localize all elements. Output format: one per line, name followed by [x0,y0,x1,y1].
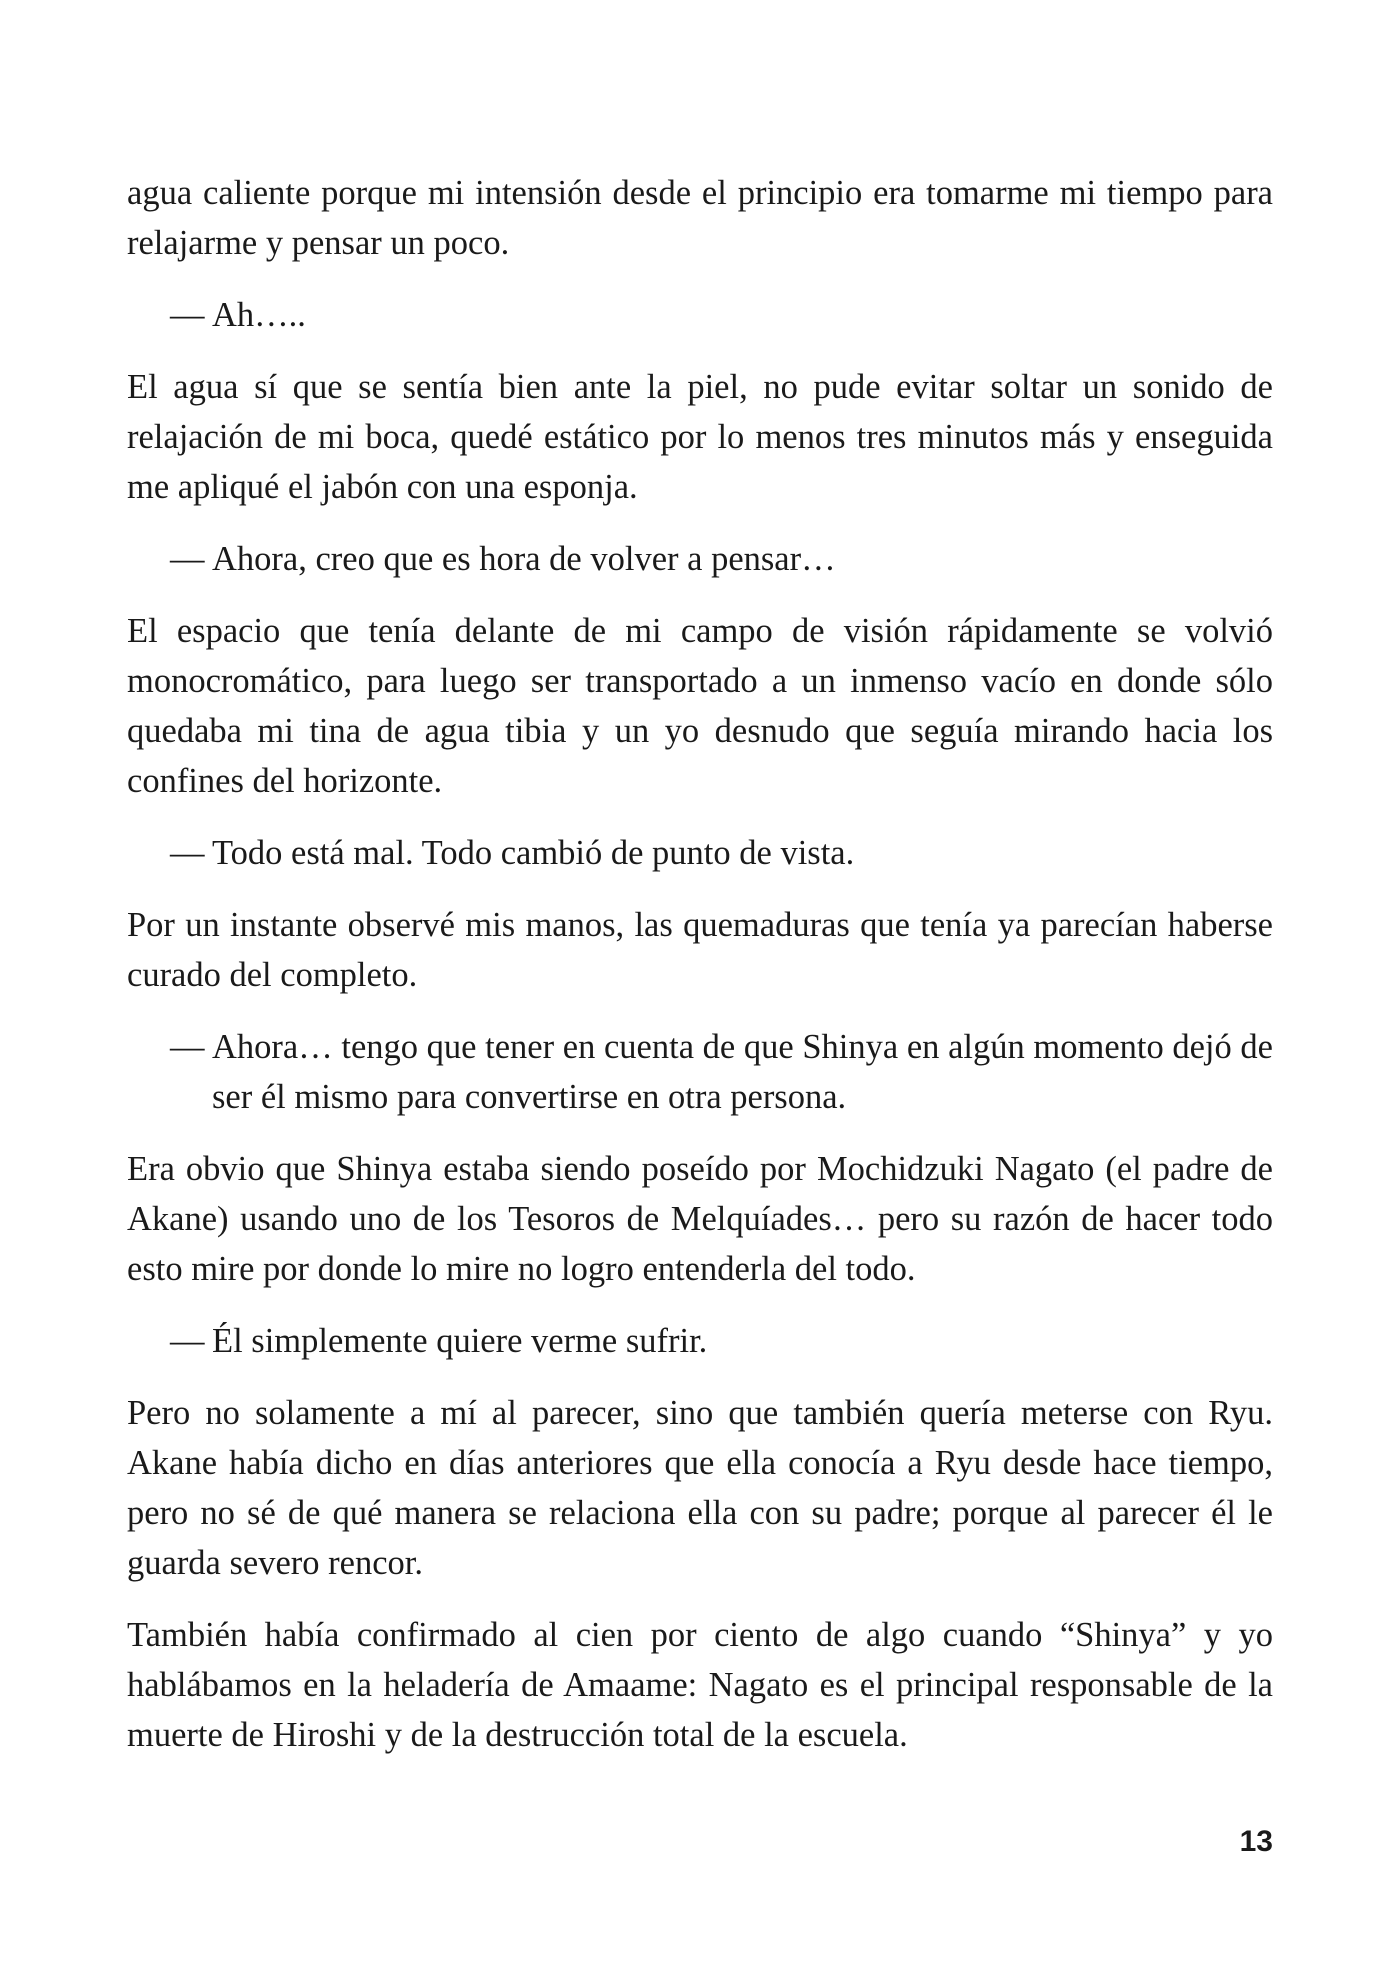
dialogue-line [170,1316,1273,1366]
em-dash: — [170,1028,205,1066]
paragraph: El agua sí que se sentía bien ante la piel, no pude evitar soltar un sonido de relajación de mi boca, quedé estático por lo menos tres minutos más y enseguida me apliqué el jabón con una esponja. [127,368,1273,506]
paragraph: agua caliente porque mi intensión desde el principio era tomarme mi tiempo para relajarme y pensar un poco. [127,174,1273,262]
paragraph: El espacio que tenía delante de mi campo de visión rápidamente se volvió monocromático, para luego ser transportado a un inmenso vacío en donde sólo quedaba mi tina de agua tibia y un yo desnudo que seguía mirando hacia los confines del horizonte. [127,612,1273,800]
dialogue-text: Ahora, creo que es hora de volver a pensar… [212,540,836,578]
dialogue-line [170,290,1273,340]
paragraph: Era obvio que Shinya estaba siendo poseído por Mochidzuki Nagato (el padre de Akane) usando uno de los Tesoros de Melquíades… pero su razón de hacer todo esto mire por donde lo mire no logro entenderla del todo. [127,1150,1273,1288]
dialogue-line [170,1022,1273,1122]
paragraph: Pero no solamente a mí al parecer, sino que también quería meterse con Ryu. Akane había dicho en días anteriores que ella conocía a Ryu desde hace tiempo, pero no sé de qué manera se relaciona ella con su padre; porque al parecer él le guarda severo rencor. [127,1394,1273,1582]
page-number: 13 [1239,1825,1273,1858]
paragraph: Por un instante observé mis manos, las quemaduras que tenía ya parecían haberse curado del completo. [127,906,1273,994]
paragraph: También había confirmado al cien por ciento de algo cuando “Shinya” y yo hablábamos en la heladería de Amaame: Nagato es el principal responsable de la muerte de Hiroshi y de la destrucción total de la escuela. [127,1616,1273,1754]
dialogue-line [170,828,1273,878]
em-dash: — [170,540,205,578]
dialogue-text: Todo está mal. Todo cambió de punto de vista. [212,834,855,872]
em-dash: — [170,296,205,334]
dialogue-line [170,534,1273,584]
dialogue-text: Ahora… tengo que tener en cuenta de que Shinya en algún momento dejó de ser él mismo para convertirse en otra persona. [212,1028,1273,1116]
dialogue-text: Ah….. [212,296,306,334]
body-text [127,168,1273,1782]
em-dash: — [170,834,205,872]
dialogue-text: Él simplemente quiere verme sufrir. [212,1322,708,1360]
em-dash: — [170,1322,205,1360]
